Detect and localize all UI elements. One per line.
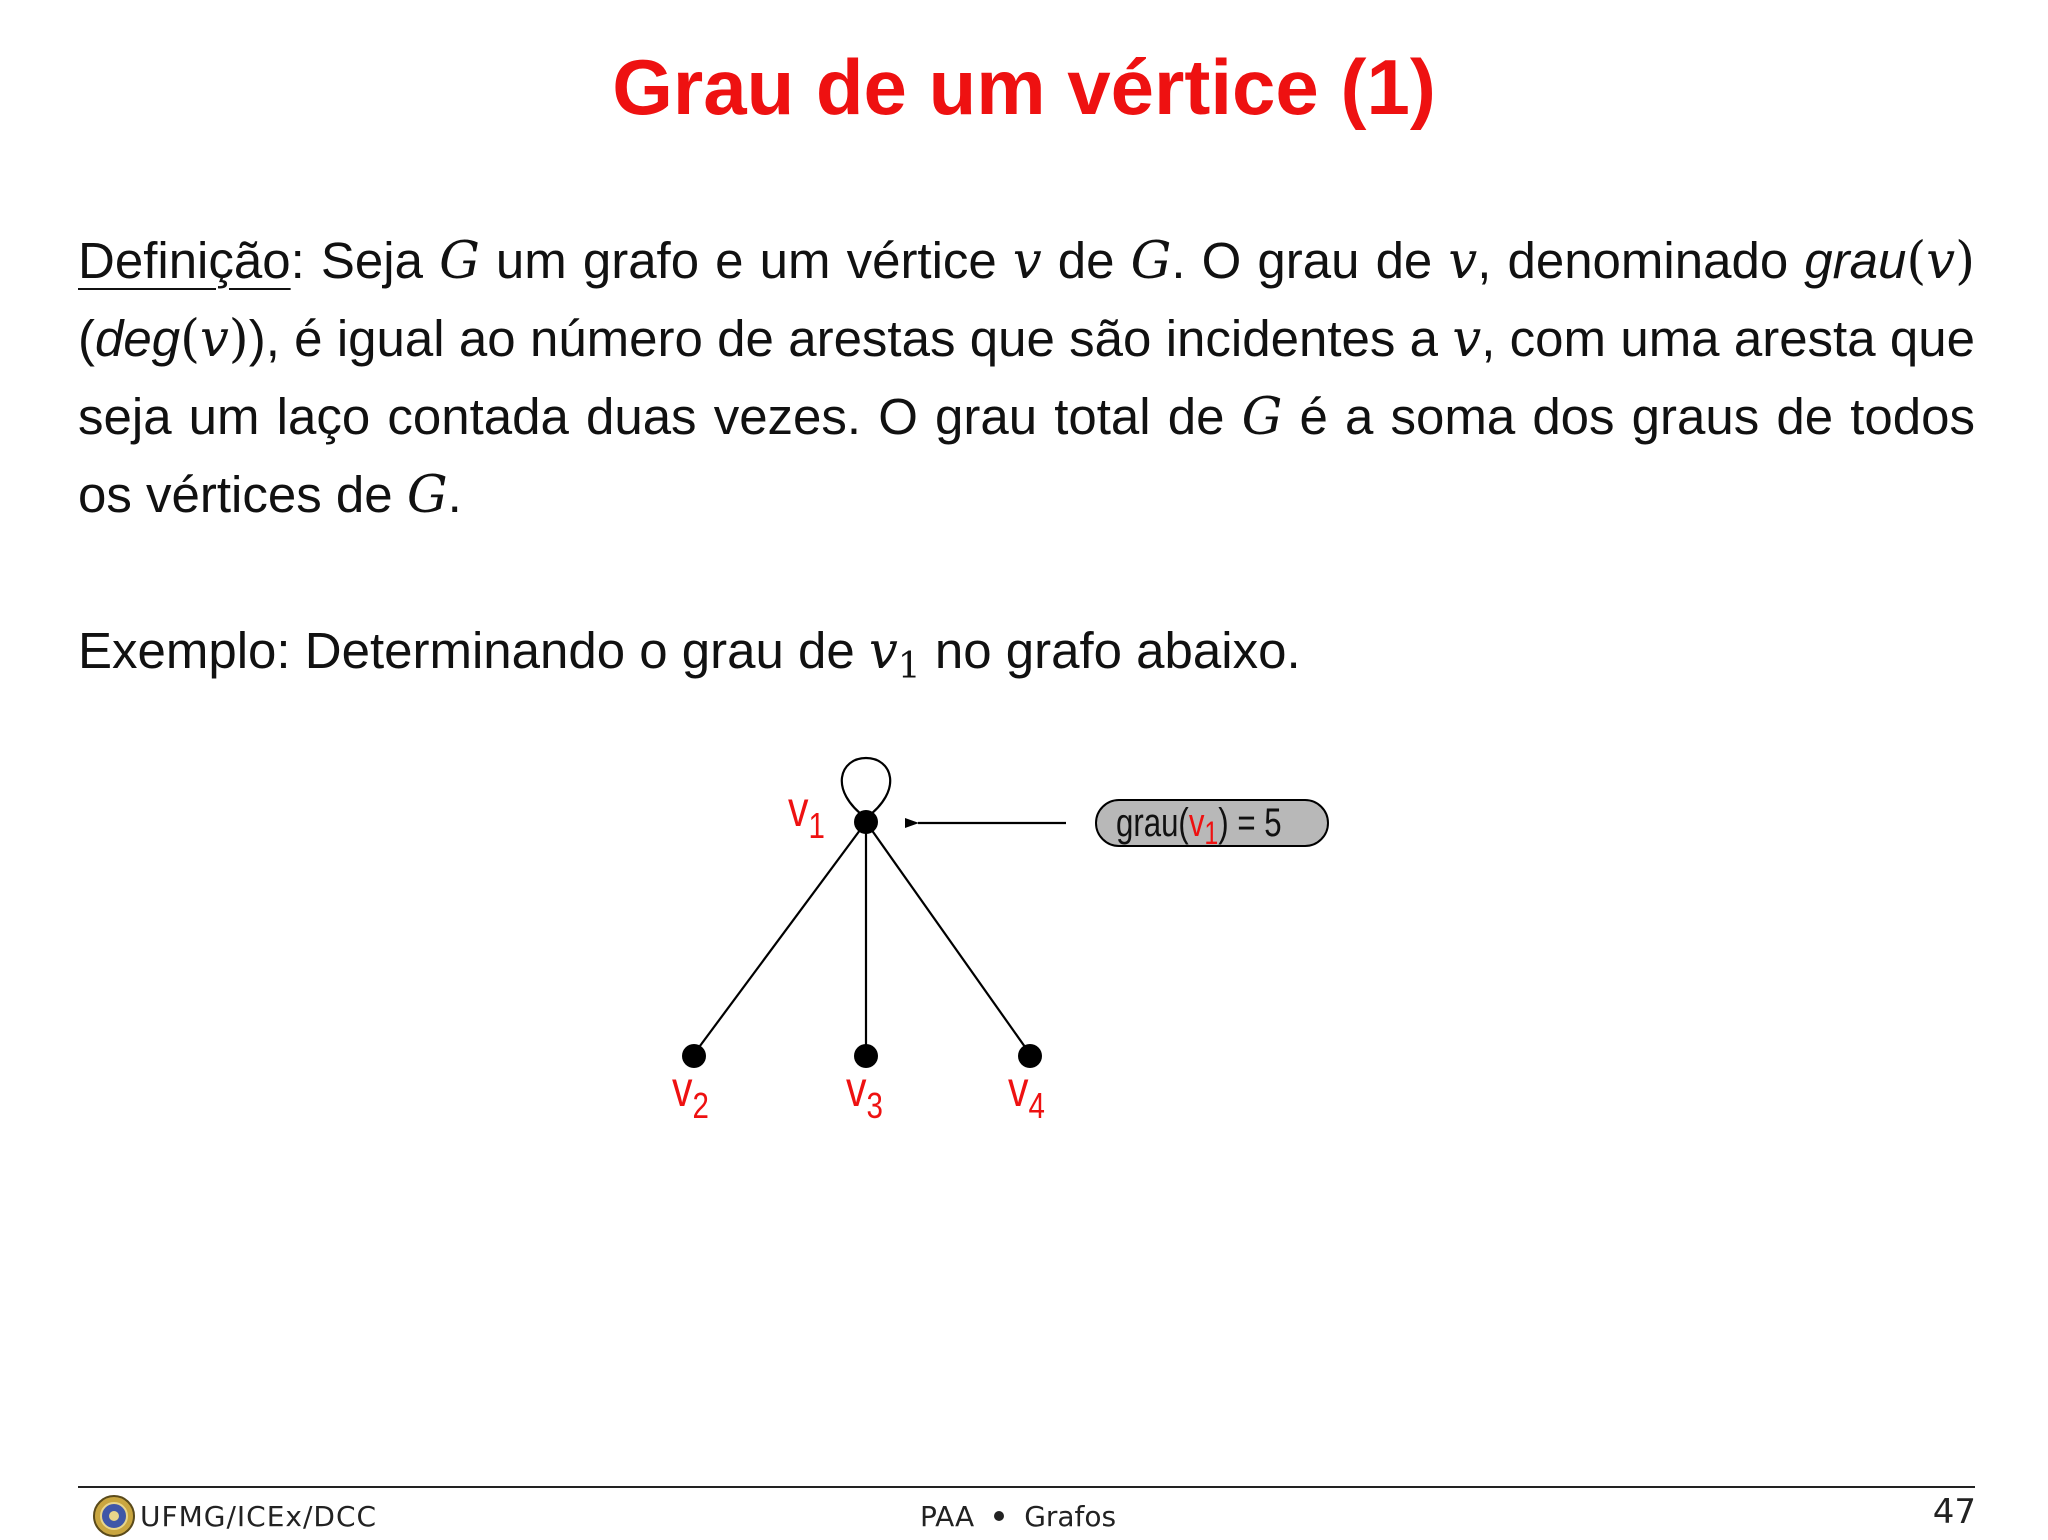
vertex-label-v2 (672, 1061, 709, 1125)
vertex-sub: 1 (808, 805, 825, 846)
text: . (447, 466, 462, 523)
grau-term: grau (1804, 232, 1907, 289)
vertex-sub: 3 (866, 1085, 883, 1126)
vertex-sub: 2 (692, 1085, 709, 1126)
edge-v1-v2 (694, 822, 866, 1054)
university-seal-icon (92, 1494, 136, 1538)
vertex-sub: 4 (1028, 1085, 1045, 1126)
vertex-label-v4 (1008, 1061, 1045, 1125)
annotation-sub: 1 (1204, 816, 1219, 852)
vertex-label-v3 (846, 1061, 883, 1125)
math-G: G (1130, 232, 1172, 291)
math-v: v (1012, 232, 1042, 291)
paren: ) (228, 310, 249, 369)
annotation-prefix: grau( (1115, 800, 1189, 845)
text: , denominado (1477, 232, 1805, 289)
math-v: v (1926, 232, 1956, 291)
footer-rule (78, 1486, 1975, 1488)
bullet-icon (994, 1511, 1004, 1521)
paren: ( (1906, 232, 1927, 291)
vertex-name: v (846, 1061, 867, 1117)
math-v: v (1448, 232, 1478, 291)
text: Exemplo: Determinando o grau de (78, 622, 869, 679)
edge-v1-v4 (866, 822, 1030, 1054)
text: . O grau de (1171, 232, 1449, 289)
text: : Seja (290, 232, 440, 289)
math-var: v (868, 622, 898, 681)
annotation-suffix: ) = 5 (1218, 800, 1282, 845)
vertex-label-v1 (788, 781, 825, 845)
math-G: G (439, 232, 480, 291)
math-v: v (199, 310, 229, 369)
annotation-var: v (1188, 800, 1205, 845)
paren: ) (1955, 232, 1975, 291)
page-number: 47 (1932, 1492, 1976, 1532)
definition-paragraph: Definição: Seja G um grafo e um vértice v de G. O grau de v, denominado grau(v) (deg(v)), é igual ao número de arestas que são incidentes a v, com uma aresta que seja um laço contada duas vezes. O grau total de G é a soma dos graus de todos os vértices de G. (78, 232, 1975, 525)
definition-label: Definição (78, 232, 291, 289)
paren: ( (180, 310, 200, 369)
footer-institution: UFMG/ICEx/DCC (140, 1500, 378, 1533)
footer-course (920, 1500, 1116, 1533)
text: é a soma dos graus de todos os vértices de (78, 388, 1975, 523)
text: de (1041, 232, 1131, 289)
text: , com uma aresta que seja um laço contada duas vezes. O grau total de (78, 310, 1975, 445)
vertex-name: v (672, 1061, 693, 1117)
deg-term: deg (94, 310, 181, 367)
math-G: G (406, 466, 448, 525)
text: um grafo e um vértice (479, 232, 1013, 289)
math-G: G (1241, 388, 1283, 447)
slide-title: Grau de um vértice (1) (612, 43, 1436, 131)
loop-edge (842, 758, 890, 818)
text: , é igual ao número de arestas que são incidentes a (265, 310, 1453, 367)
vertex-name: v (788, 781, 809, 837)
vertex-name: v (1008, 1061, 1029, 1117)
math-sub: 1 (897, 646, 921, 687)
annotation-text (1116, 800, 1282, 851)
text: no grafo abaixo. (920, 622, 1301, 679)
footer-topic: Grafos (1024, 1500, 1117, 1533)
footer-course-name: PAA (920, 1500, 975, 1533)
math-v: v (1452, 310, 1482, 369)
vertex-v1 (854, 810, 878, 834)
